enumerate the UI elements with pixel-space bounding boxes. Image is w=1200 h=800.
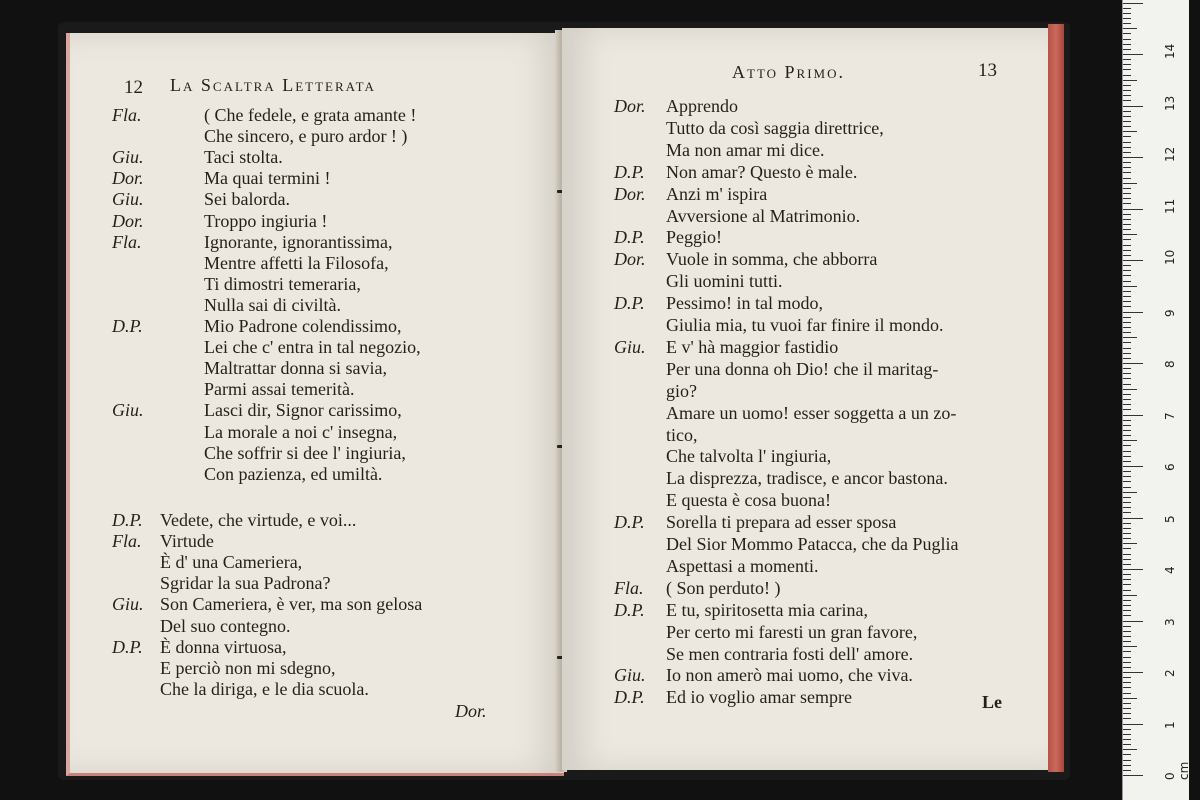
ruler-tick <box>1123 121 1131 122</box>
speaker-label: D.P. <box>112 316 143 336</box>
ruler-tick <box>1123 523 1131 524</box>
ruler-tick <box>1123 641 1131 642</box>
speaker-label: Giu. <box>112 147 144 168</box>
ruler-tick <box>1123 255 1131 256</box>
verse-line: Mio Padrone colendissimo, <box>204 316 402 336</box>
verse-line: Ti dimostri temeraria, <box>204 273 361 294</box>
verse-line: Troppo ingiuria ! <box>204 210 328 231</box>
verse-line: Ignorante, ignorantissima, <box>204 231 393 252</box>
ruler-label: 13 <box>1163 95 1177 111</box>
ruler-tick <box>1123 461 1131 462</box>
ruler-tick <box>1123 152 1131 153</box>
ruler-tick <box>1123 744 1131 745</box>
speaker-label: D.P. <box>614 293 645 314</box>
ruler-tick <box>1123 445 1131 446</box>
ruler-tick <box>1123 548 1131 549</box>
ruler-tick <box>1123 322 1131 323</box>
ruler-tick <box>1123 353 1131 354</box>
ruler-tick <box>1123 348 1131 349</box>
ruler-tick <box>1123 615 1131 616</box>
ruler-tick <box>1123 492 1137 493</box>
ruler-label: 8 <box>1163 360 1177 368</box>
ruler-tick <box>1123 378 1131 379</box>
ruler-tick <box>1123 760 1131 761</box>
ruler-tick <box>1123 636 1131 637</box>
speaker-label: Dor. <box>614 183 646 204</box>
ruler-tick <box>1123 33 1131 34</box>
ruler-tick <box>1123 734 1131 735</box>
ruler-tick <box>1123 687 1131 688</box>
ruler-tick <box>1123 167 1131 168</box>
ruler-tick <box>1123 754 1131 755</box>
ruler-label: 1 <box>1163 720 1177 729</box>
red-page-edge <box>1048 24 1064 772</box>
ruler-tick <box>1123 646 1137 647</box>
verse-line: E v' hà maggior fastidio <box>666 336 839 357</box>
speaker-label: Fla. <box>112 105 142 125</box>
verse-line: Per certo mi faresti un gran favore, <box>666 621 918 642</box>
ruler-tick <box>1123 399 1131 400</box>
verse-line: Ma quai termini ! <box>204 168 331 189</box>
verse-line: Aspettasi a momenti. <box>666 555 819 576</box>
verse-line: Parmi assai temerità. <box>204 379 355 400</box>
verse-line: Nulla sai di civiltà. <box>204 294 341 315</box>
ruler-label: 6 <box>1163 463 1177 471</box>
verse-line: Son Cameriera, è ver, ma son gelosa <box>160 594 423 615</box>
ruler-tick <box>1123 765 1131 766</box>
ruler-tick <box>1123 332 1131 333</box>
ruler-tick <box>1123 610 1131 611</box>
ruler-tick <box>1123 600 1131 601</box>
ruler-tick <box>1123 409 1131 410</box>
ruler-tick <box>1123 564 1131 565</box>
speaker-label: Giu. <box>112 189 144 210</box>
ruler-tick <box>1123 389 1137 390</box>
ruler-tick <box>1123 18 1131 19</box>
ruler-tick <box>1123 404 1131 405</box>
ruler-tick <box>1123 342 1131 343</box>
ruler-tick <box>1123 626 1131 627</box>
verse-line: Che soffrir si dee l' ingiuria, <box>204 442 406 463</box>
ruler-tick <box>1123 286 1137 287</box>
ruler-tick <box>1123 301 1131 302</box>
ruler-tick <box>1123 698 1137 699</box>
ruler-tick <box>1123 430 1131 431</box>
speaker-label: Dor. <box>614 249 646 270</box>
verse-line: Con pazienza, ed umiltà. <box>204 463 383 484</box>
speaker-label: Fla. <box>614 577 644 598</box>
speaker-label: Giu. <box>614 336 646 357</box>
ruler-tick <box>1123 590 1131 591</box>
verse-line: Anzi m' ispira <box>666 183 768 204</box>
ruler-label: 5 <box>1163 514 1177 523</box>
ruler-tick <box>1123 672 1143 673</box>
ruler-tick <box>1123 49 1131 50</box>
ruler-tick <box>1123 80 1137 81</box>
ruler-tick <box>1123 497 1131 498</box>
ruler-tick <box>1123 245 1131 246</box>
ruler-tick <box>1123 677 1131 678</box>
verse-line: Avversione al Matrimonio. <box>666 205 861 226</box>
ruler-tick <box>1123 373 1131 374</box>
ruler-tick <box>1123 775 1143 776</box>
verse-line: È d' una Cameriera, <box>160 552 303 573</box>
ruler-tick <box>1123 8 1131 9</box>
verse-line: Sorella ti prepara ad esser sposa <box>666 512 897 533</box>
ruler-tick <box>1123 512 1131 513</box>
ruler-tick <box>1123 296 1131 297</box>
ruler-tick <box>1123 142 1131 143</box>
ruler-tick <box>1123 451 1131 452</box>
verse-line: Per una donna oh Dio! che il maritag- <box>666 358 939 379</box>
verse-line: Del Sior Mommo Patacca, che da Puglia <box>666 534 959 554</box>
ruler-tick <box>1123 224 1131 225</box>
ruler-tick <box>1123 662 1131 663</box>
verse-line: Mentre affetti la Filosofa, <box>204 252 389 273</box>
verse-line: tico, <box>666 424 698 445</box>
verse-line: Ma non amar mi dice. <box>666 139 825 160</box>
ruler-tick <box>1123 106 1143 107</box>
ruler-tick <box>1123 147 1131 148</box>
ruler-tick <box>1123 275 1131 276</box>
ruler-tick <box>1123 415 1143 416</box>
verse-line: Del suo contegno. <box>160 615 291 636</box>
verse-line: E tu, spiritosetta mia carina, <box>666 599 868 620</box>
ruler-tick <box>1123 621 1143 622</box>
ruler-tick <box>1123 487 1131 488</box>
ruler-tick <box>1123 327 1131 328</box>
ruler-tick <box>1123 358 1131 359</box>
ruler-tick <box>1123 631 1131 632</box>
ruler-label: 3 <box>1163 617 1177 626</box>
verse-line: Gli uomini tutti. <box>666 271 783 292</box>
right-page <box>562 28 1048 770</box>
ruler-tick <box>1123 23 1131 24</box>
ruler-tick <box>1123 306 1131 307</box>
ruler-tick <box>1123 95 1131 96</box>
ruler-tick <box>1123 136 1131 137</box>
ruler-tick <box>1123 394 1131 395</box>
ruler-tick <box>1123 317 1131 318</box>
ruler-tick <box>1123 569 1143 570</box>
ruler-tick <box>1123 260 1143 261</box>
ruler-tick <box>1123 363 1143 364</box>
ruler-tick <box>1123 291 1131 292</box>
verse-line: Io non amerò mai uomo, che viva. <box>666 665 913 686</box>
ruler-tick <box>1123 667 1131 668</box>
ruler-tick <box>1123 466 1143 467</box>
verse-line: Sei balorda. <box>204 189 290 210</box>
left-catchword: Dor. <box>455 701 487 721</box>
ruler-tick <box>1123 100 1131 101</box>
ruler-tick <box>1123 749 1137 750</box>
speaker-label: D.P. <box>112 510 143 530</box>
ruler-tick <box>1123 116 1131 117</box>
right-catchword: Le <box>982 692 1002 712</box>
speaker-label: D.P. <box>614 161 645 182</box>
ruler-tick <box>1123 44 1131 45</box>
ruler-tick <box>1123 39 1131 40</box>
ruler-label: 0 cm <box>1163 761 1191 780</box>
speaker-label: D.P. <box>112 636 143 657</box>
ruler-tick <box>1123 770 1131 771</box>
verse-line: Che sincero, e puro ardor ! ) <box>204 126 408 147</box>
ruler-tick <box>1123 59 1131 60</box>
ruler-label: 14 <box>1163 43 1177 59</box>
speaker-label: Dor. <box>112 168 144 189</box>
verse-line: Amare un uomo! esser soggetta a un zo- <box>666 402 957 423</box>
ruler-tick <box>1123 724 1143 725</box>
ruler-tick <box>1123 471 1131 472</box>
right-page-number: 13 <box>978 60 997 81</box>
verse-line: Pessimo! in tal modo, <box>666 293 823 314</box>
ruler-tick <box>1123 198 1131 199</box>
ruler-tick <box>1123 265 1131 266</box>
ruler-tick <box>1123 54 1143 55</box>
verse-line: Non amar? Questo è male. <box>666 161 858 182</box>
speaker-label: Dor. <box>112 210 144 231</box>
speaker-label: D.P. <box>614 512 645 533</box>
ruler-tick <box>1123 718 1131 719</box>
ruler-tick <box>1123 162 1131 163</box>
verse-line: Tutto da così saggia direttrice, <box>666 117 884 138</box>
verse-line: Vuole in somma, che abborra <box>666 249 878 270</box>
verse-line: ( Son perduto! ) <box>666 577 781 598</box>
ruler-tick <box>1123 214 1131 215</box>
ruler-tick <box>1123 111 1131 112</box>
ruler-tick <box>1123 682 1131 683</box>
verse-line: Vedete, che virtude, e voi... <box>160 510 357 530</box>
speaker-label: Fla. <box>112 231 142 252</box>
ruler-tick <box>1123 193 1131 194</box>
verse-line: gio? <box>666 380 697 401</box>
verse-line: Taci stolta. <box>204 147 283 168</box>
ruler-tick <box>1123 703 1131 704</box>
ruler-tick <box>1123 312 1143 313</box>
ruler-tick <box>1123 579 1131 580</box>
ruler-tick <box>1123 239 1131 240</box>
ruler-tick <box>1123 172 1131 173</box>
ruler-tick <box>1123 574 1131 575</box>
verse-line: Sgridar la sua Padrona? <box>160 573 331 594</box>
ruler-tick <box>1123 234 1137 235</box>
ruler-tick <box>1123 559 1131 560</box>
speaker-label: Fla. <box>112 531 142 552</box>
verse-line: Che talvolta l' ingiuria, <box>666 446 832 467</box>
verse-line: Che la diriga, e le dia scuola. <box>160 678 369 699</box>
ruler-tick <box>1123 188 1131 189</box>
speaker-label: Giu. <box>112 594 144 615</box>
ruler-label: 10 <box>1163 249 1177 265</box>
verse-line: Virtude <box>160 531 214 552</box>
ruler-tick <box>1123 651 1131 652</box>
ruler-tick <box>1123 605 1131 606</box>
ruler-tick <box>1123 538 1131 539</box>
ruler-tick <box>1123 595 1137 596</box>
ruler-tick <box>1123 533 1131 534</box>
ruler-tick <box>1123 281 1131 282</box>
ruler-tick <box>1123 90 1131 91</box>
ruler-tick <box>1123 270 1131 271</box>
ruler-tick <box>1123 518 1143 519</box>
ruler-tick <box>1123 209 1143 210</box>
ruler-tick <box>1123 708 1131 709</box>
ruler-tick <box>1123 528 1131 529</box>
ruler-tick <box>1123 85 1131 86</box>
ruler-tick <box>1123 481 1131 482</box>
verse-line: Maltrattar donna si savia, <box>204 358 387 379</box>
verse-line: Lei che c' entra in tal negozio, <box>204 337 421 358</box>
ruler-tick <box>1123 13 1131 14</box>
verse-line: ( Che fedele, e grata amante ! <box>204 105 417 125</box>
ruler-tick <box>1123 75 1131 76</box>
ruler-tick <box>1123 337 1137 338</box>
ruler-label: 9 <box>1163 308 1177 317</box>
ruler-tick <box>1123 435 1131 436</box>
ruler-tick <box>1123 693 1131 694</box>
verse-line: Lasci dir, Signor carissimo, <box>204 400 402 421</box>
ruler-tick <box>1123 584 1131 585</box>
verse-line: Apprendo <box>666 96 738 116</box>
ruler-tick <box>1123 131 1137 132</box>
verse-line: E perciò non mi sdegno, <box>160 657 336 678</box>
ruler-tick <box>1123 183 1137 184</box>
speaker-label: Giu. <box>112 400 144 421</box>
ruler-tick <box>1123 420 1131 421</box>
speaker-label: D.P. <box>614 687 645 708</box>
verse-line: E questa è cosa buona! <box>666 490 831 511</box>
ruler-tick <box>1123 554 1131 555</box>
speaker-label: D.P. <box>614 227 645 248</box>
ruler-tick <box>1123 157 1143 158</box>
ruler-tick <box>1123 126 1131 127</box>
ruler-tick <box>1123 502 1131 503</box>
ruler-tick <box>1123 368 1131 369</box>
speaker-label: Dor. <box>614 96 646 116</box>
ruler-tick <box>1123 456 1131 457</box>
ruler-tick <box>1123 729 1131 730</box>
ruler-tick <box>1123 229 1131 230</box>
ruler-tick <box>1123 384 1131 385</box>
ruler-label: 11 <box>1163 198 1177 214</box>
right-running-head: Atto Primo. <box>732 62 845 82</box>
speaker-label: D.P. <box>614 599 645 620</box>
ruler-tick <box>1123 64 1131 65</box>
ruler-tick <box>1123 28 1137 29</box>
left-page-number: 12 <box>124 77 143 98</box>
ruler-tick <box>1123 203 1131 204</box>
ruler-tick <box>1123 543 1137 544</box>
verse-line: Se men contraria fosti dell' amore. <box>666 643 914 664</box>
ruler-tick <box>1123 69 1131 70</box>
verse-line: È donna virtuosa, <box>160 636 287 657</box>
ruler-tick <box>1123 713 1131 714</box>
ruler-tick <box>1123 219 1131 220</box>
measuring-ruler <box>1122 0 1189 800</box>
ruler-tick <box>1123 425 1131 426</box>
ruler-label: 12 <box>1163 146 1177 162</box>
speaker-label: Giu. <box>614 665 646 686</box>
ruler-tick <box>1123 657 1131 658</box>
ruler-label: 2 <box>1163 669 1177 677</box>
left-page <box>66 33 564 776</box>
verse-line: La disprezza, tradisce, e ancor bastona. <box>666 468 948 489</box>
left-running-head: La Scaltra Letterata <box>170 75 376 95</box>
verse-line: Ed io voglio amar sempre <box>666 687 852 708</box>
ruler-tick <box>1123 178 1131 179</box>
ruler-tick <box>1123 250 1131 251</box>
ruler-label: 7 <box>1163 411 1177 420</box>
ruler-tick <box>1123 739 1131 740</box>
ruler-tick <box>1123 3 1143 4</box>
verse-line: Giulia mia, tu vuoi far finire il mondo. <box>666 315 944 335</box>
ruler-tick <box>1123 440 1137 441</box>
ruler-label: 4 <box>1163 566 1177 574</box>
ruler-tick <box>1123 507 1131 508</box>
verse-line: Peggio! <box>666 227 722 248</box>
ruler-tick <box>1123 476 1131 477</box>
verse-line: La morale a noi c' insegna, <box>204 421 398 442</box>
